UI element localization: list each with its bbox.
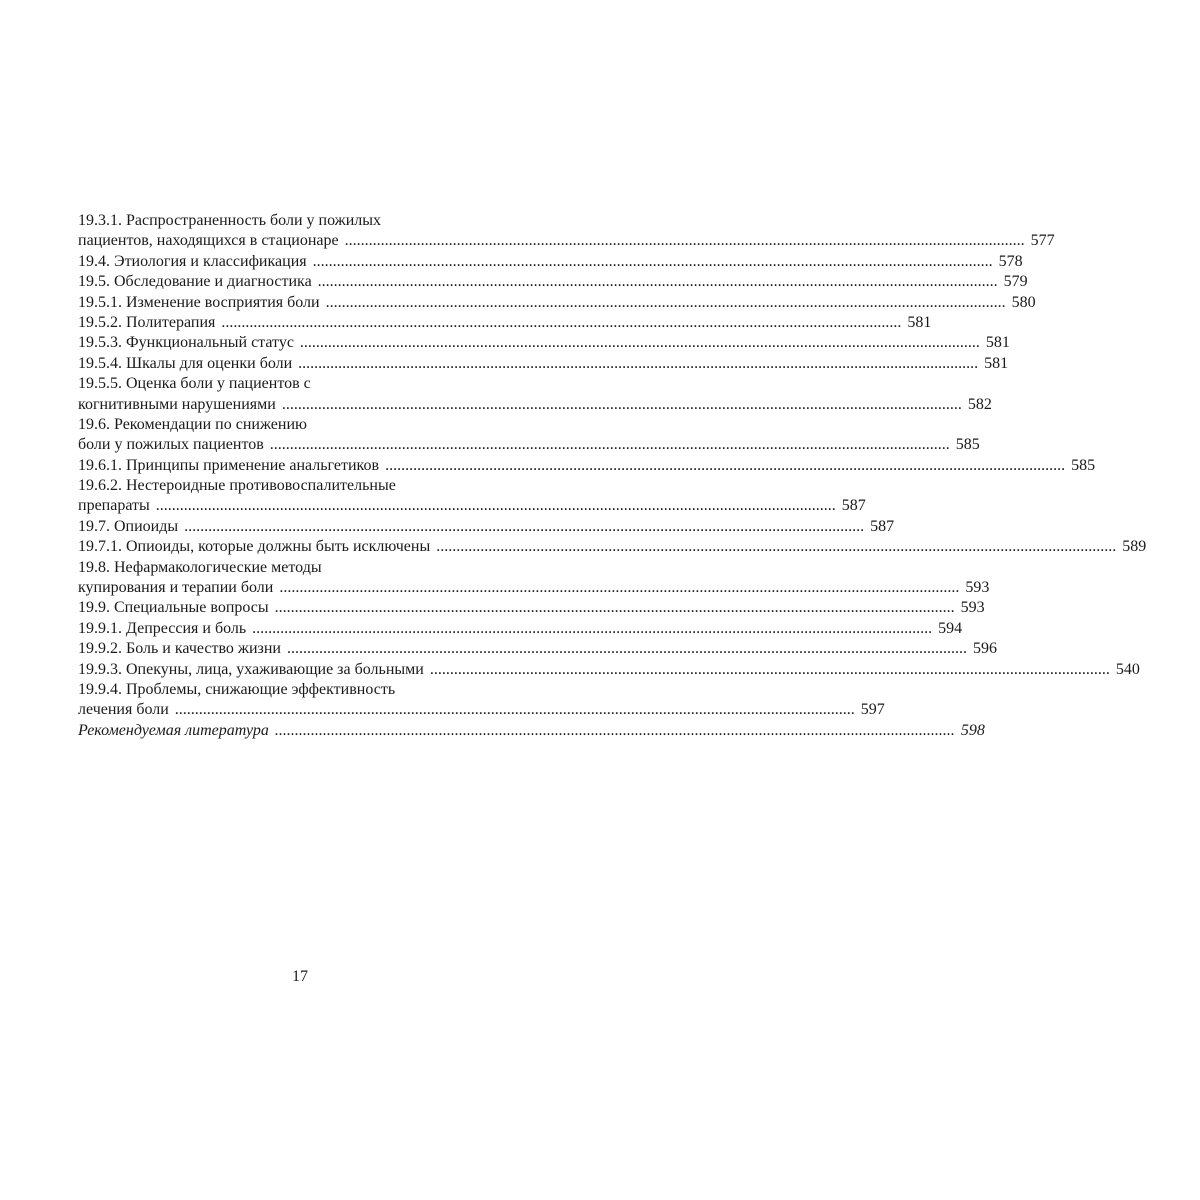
- toc-entry: [78, 395, 992, 415]
- toc-entry: [78, 415, 541, 435]
- toc-entry: [78, 231, 1055, 251]
- toc-entry-page: 585: [1071, 456, 1096, 474]
- toc-leader-dots: [279, 578, 959, 598]
- toc-entry-page: 598: [960, 721, 985, 739]
- toc-entry-page: 597: [860, 701, 885, 719]
- toc-entry-title: 19.9.2. Боль и качество жизни: [78, 640, 281, 658]
- toc-leader-dots: [313, 252, 993, 272]
- toc-entry: [78, 374, 541, 394]
- toc-entry-page: 540: [1115, 660, 1140, 678]
- toc-entry: [78, 598, 985, 618]
- toc-entry-page: 580: [1011, 293, 1036, 311]
- toc-entry: [78, 517, 895, 537]
- toc-leader-dots: [184, 517, 864, 537]
- toc-entry: [78, 660, 1140, 680]
- toc-entry-title: 19.7.1. Опиоиды, которые должны быть исключены: [78, 538, 431, 556]
- toc-entry-title: купирования и терапии боли: [78, 579, 274, 597]
- toc-entry-page: 578: [998, 252, 1023, 270]
- toc-entry-title: когнитивными нарушениями: [78, 395, 276, 413]
- toc-entry-title: 19.9.3. Опекуны, лица, ухаживающие за больными: [78, 660, 424, 678]
- toc-leader-dots: [252, 619, 932, 639]
- toc-leader-dots: [175, 700, 855, 720]
- toc-leader-dots: [282, 395, 962, 415]
- toc-entry-page: 587: [841, 497, 866, 515]
- toc-entry: [78, 333, 1010, 353]
- toc-leader-dots: [436, 537, 1116, 557]
- page-number: 17: [292, 968, 308, 985]
- toc-entry-title: 19.4. Этиология и классификация: [78, 252, 307, 270]
- toc-entry: [78, 476, 541, 496]
- toc-leader-dots: [345, 231, 1025, 251]
- toc-leader-dots: [221, 313, 901, 333]
- toc-entry-title: 19.9.4. Проблемы, снижающие эффективность: [78, 680, 396, 698]
- toc-leader-dots: [300, 333, 980, 353]
- toc-entry: [78, 680, 541, 700]
- toc-entry: [78, 721, 985, 741]
- toc-entry: [78, 211, 541, 231]
- toc-entry-title: 19.5.5. Оценка боли у пациентов с: [78, 375, 311, 393]
- toc-entry-title: 19.5.1. Изменение восприятия боли: [78, 293, 320, 311]
- toc-entry-title: препараты: [78, 497, 150, 515]
- toc-leader-dots: [326, 293, 1006, 313]
- toc-leader-dots: [430, 660, 1110, 680]
- toc-entry-page: 582: [967, 395, 992, 413]
- toc-entry-title: 19.7. Опиоиды: [78, 517, 179, 535]
- toc-entry-page: 587: [870, 517, 895, 535]
- toc-entry-page: 594: [938, 619, 963, 637]
- toc-entry: [78, 293, 1036, 313]
- toc-entry-title: 19.9. Специальные вопросы: [78, 599, 269, 617]
- toc-entry: [78, 435, 980, 455]
- toc-leader-dots: [385, 456, 1065, 476]
- toc-entry: [78, 496, 866, 516]
- toc-entry-page: 585: [955, 436, 980, 454]
- toc-leader-dots: [275, 598, 955, 618]
- table-of-contents: [78, 211, 1147, 741]
- toc-entry-title: 19.5. Обследование и диагностика: [78, 273, 312, 291]
- toc-entry: [78, 619, 963, 639]
- toc-entry-title: 19.6.2. Нестероидные противовоспалительные: [78, 477, 396, 495]
- toc-entry: [78, 537, 1147, 557]
- toc-entry: [78, 456, 1096, 476]
- toc-entry: [78, 700, 885, 720]
- toc-leader-dots: [156, 496, 836, 516]
- toc-entry: [78, 639, 997, 659]
- toc-entry-page: 581: [985, 334, 1010, 352]
- toc-entry-title: 19.6. Рекомендации по снижению: [78, 415, 307, 433]
- toc-leader-dots: [318, 272, 998, 292]
- toc-entry: [78, 313, 932, 333]
- toc-entry-title: пациентов, находящихся в стационаре: [78, 232, 339, 250]
- toc-entry: [78, 558, 541, 578]
- toc-entry: [78, 252, 1023, 272]
- toc-leader-dots: [270, 435, 950, 455]
- toc-entry-title: лечения боли: [78, 701, 169, 719]
- toc-leader-dots: [275, 721, 955, 741]
- toc-entry-title: 19.5.4. Шкалы для оценки боли: [78, 354, 293, 372]
- toc-entry-page: 596: [972, 640, 997, 658]
- toc-entry: [78, 272, 1028, 292]
- toc-entry-title: 19.3.1. Распространенность боли у пожилых: [78, 212, 382, 229]
- toc-entry-title: Рекомендуемая литература: [78, 721, 269, 739]
- toc-entry-page: 581: [907, 313, 932, 331]
- toc-entry-title: 19.6.1. Принципы применение анальгетиков: [78, 456, 380, 474]
- toc-entry-page: 579: [1003, 273, 1028, 291]
- toc-leader-dots: [298, 354, 978, 374]
- toc-entry: [78, 578, 990, 598]
- toc-entry: [78, 354, 1009, 374]
- toc-entry-title: 19.5.3. Функциональный статус: [78, 334, 294, 352]
- toc-entry-page: 577: [1030, 232, 1055, 250]
- toc-leader-dots: [287, 639, 967, 659]
- toc-entry-page: 593: [965, 579, 990, 597]
- toc-entry-page: 589: [1122, 538, 1147, 556]
- toc-entry-title: 19.5.2. Политерапия: [78, 313, 216, 331]
- toc-entry-page: 581: [984, 354, 1009, 372]
- toc-entry-title: боли у пожилых пациентов: [78, 436, 264, 454]
- toc-entry-page: 593: [960, 599, 985, 617]
- toc-entry-title: 19.8. Нефармакологические методы: [78, 558, 322, 576]
- toc-entry-title: 19.9.1. Депрессия и боль: [78, 619, 247, 637]
